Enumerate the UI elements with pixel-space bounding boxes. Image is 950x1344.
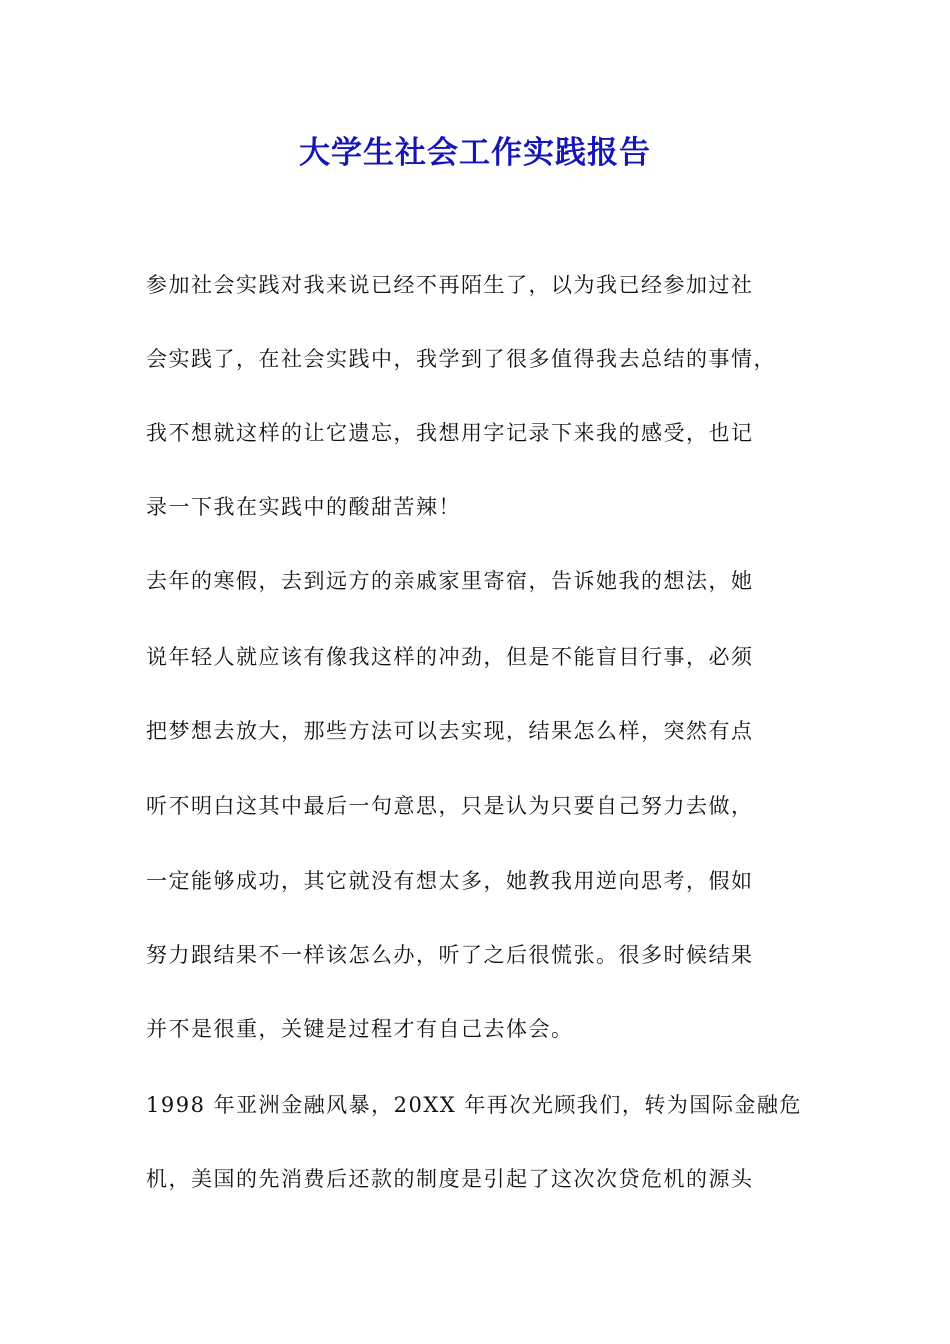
paragraph-line: 录一下我在实践中的酸甜苦辣！ (146, 495, 461, 519)
paragraph-line: 1998 年亚洲金融风暴，20XX 年再次光顾我们，转为国际金融危 (146, 1093, 802, 1117)
paragraph-line: 把梦想去放大，那些方法可以去实现，结果怎么样，突然有点 (146, 719, 754, 743)
paragraph-line: 会实践了，在社会实践中，我学到了很多值得我去总结的事情， (146, 347, 776, 371)
paragraph-line: 去年的寒假，去到远方的亲戚家里寄宿，告诉她我的想法，她 (146, 569, 754, 593)
paragraph-line: 机，美国的先消费后还款的制度是引起了这次次贷危机的源头 (146, 1167, 754, 1191)
paragraph-line: 说年轻人就应该有像我这样的冲劲，但是不能盲目行事，必须 (146, 645, 754, 669)
paragraph-line: 一定能够成功，其它就没有想太多，她教我用逆向思考，假如 (146, 869, 754, 893)
paragraph-line: 听不明白这其中最后一句意思，只是认为只要自己努力去做， (146, 794, 754, 818)
paragraph-line: 参加社会实践对我来说已经不再陌生了，以为我已经参加过社 (146, 273, 754, 297)
document-title: 大学生社会工作实践报告 (299, 135, 651, 171)
paragraph-line: 我不想就这样的让它遗忘，我想用字记录下来我的感受，也记 (146, 421, 754, 445)
paragraph-line: 努力跟结果不一样该怎么办，听了之后很慌张。很多时候结果 (146, 943, 754, 967)
paragraph-line: 并不是很重，关键是过程才有自己去体会。 (146, 1017, 574, 1041)
